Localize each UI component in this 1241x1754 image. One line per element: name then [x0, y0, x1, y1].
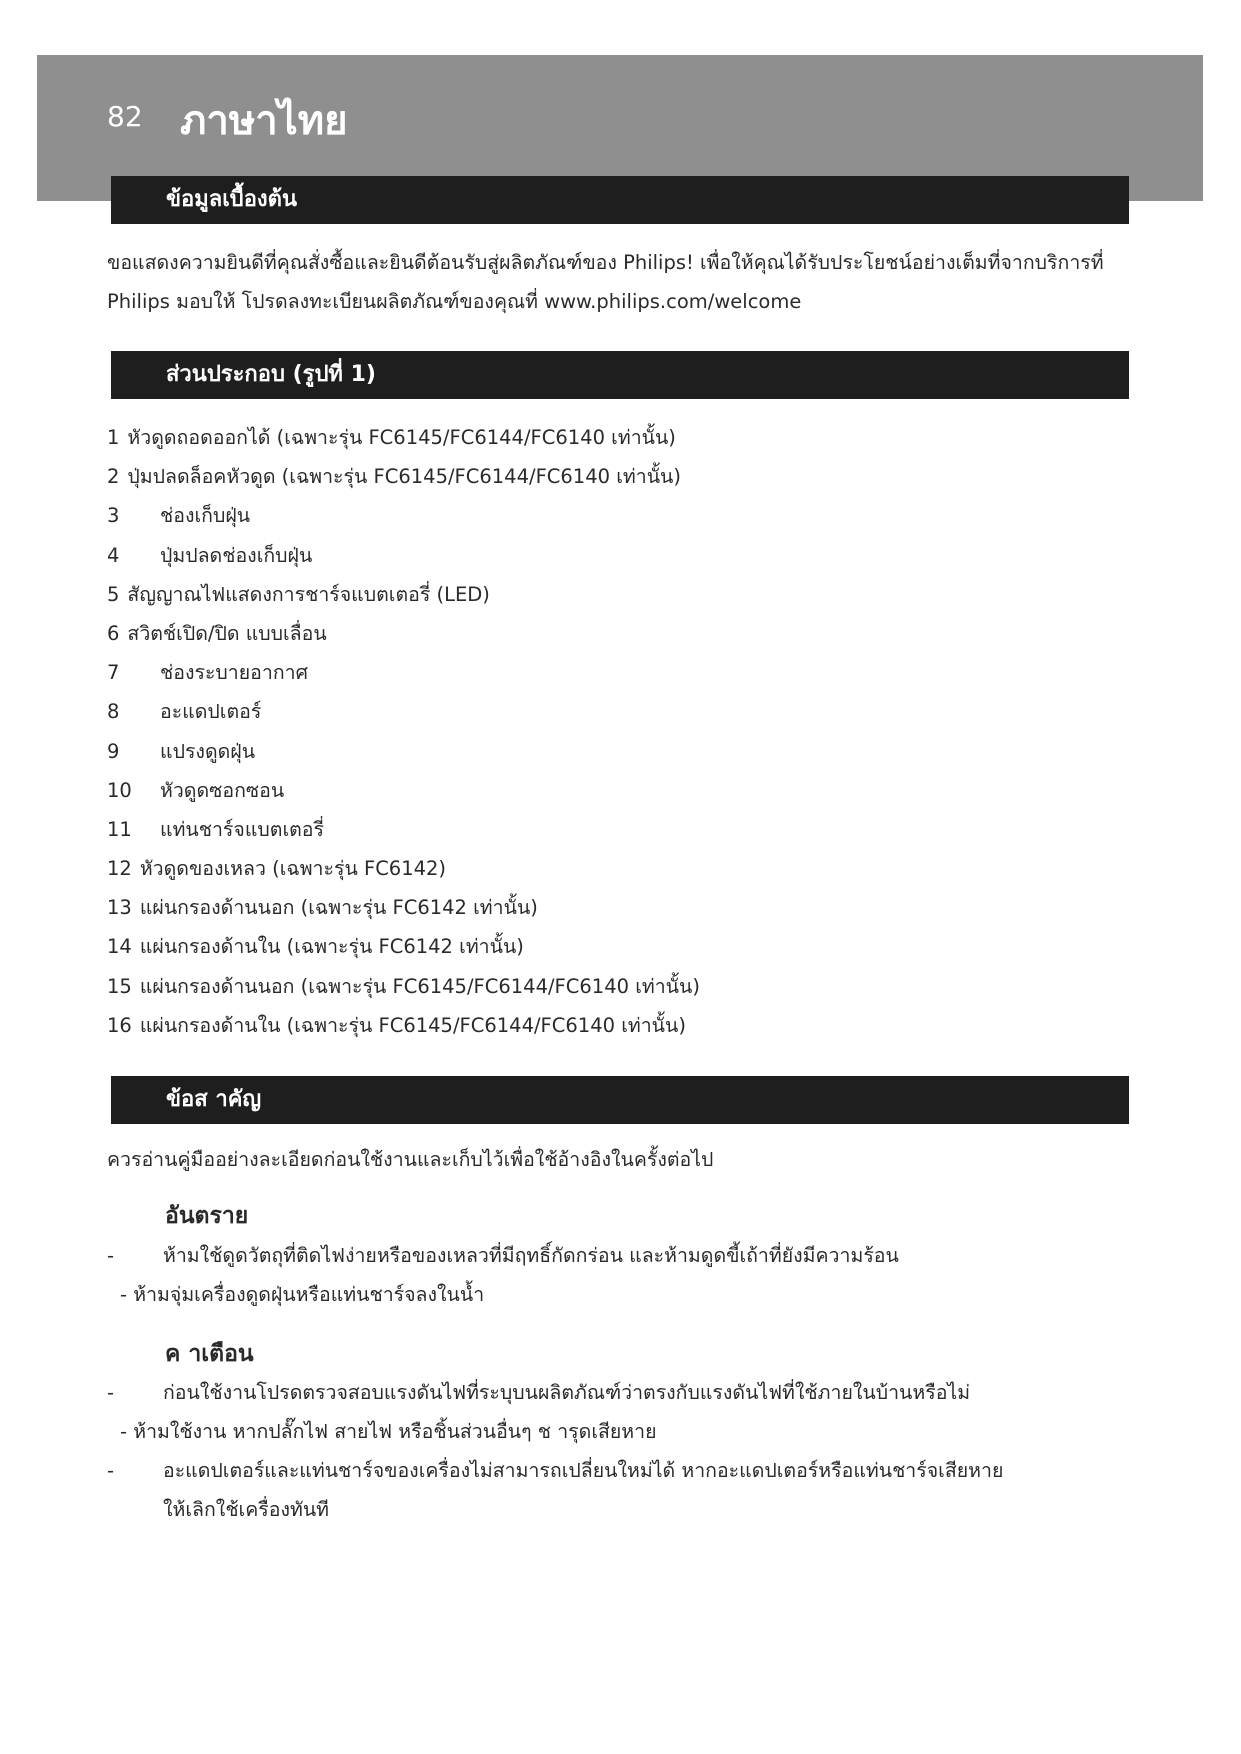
- item-text: ปุ่มปลดล็อคหัวดูด (เฉพาะรุ่น FC6145/FC6144/FC6140 เท่านั้น): [127, 465, 681, 489]
- warning-bullet-3-line-1: อะแดปเตอร์และแท่นชาร์จของเครื่องไม่สามารถเปลี่ยนใหม่ได้ หากอะแดปเตอร์หรือแท่นชาร์จเสียหาย: [163, 1459, 1004, 1482]
- section-heading-important: ข้อส าคัญ: [111, 1076, 1129, 1124]
- list-item: [107, 927, 1127, 966]
- item-number: 2: [107, 465, 120, 489]
- parts-list: [107, 418, 1127, 1045]
- item-number: 3: [107, 504, 120, 528]
- danger-heading: อันตราย: [165, 1203, 249, 1229]
- list-item: [107, 496, 1127, 535]
- item-number: 9: [107, 739, 120, 763]
- bullet-dash: -: [107, 1244, 115, 1267]
- item-text: หัวดูดของเหลว (เฉพาะรุ่น FC6142): [139, 857, 447, 881]
- list-item: [107, 967, 1127, 1006]
- item-number: 11: [107, 817, 132, 841]
- item-text: สวิตช์เปิด/ปิด แบบเลื่อน: [127, 621, 327, 645]
- item-number: 10: [107, 778, 132, 802]
- list-item: [107, 732, 1127, 771]
- danger-bullet-2: - ห้ามจุ่มเครื่องดูดฝุ่นหรือแท่นชาร์จลงในน้ำ: [120, 1283, 485, 1306]
- item-number: 1: [107, 426, 120, 449]
- list-item: [107, 418, 1127, 457]
- item-text: อะแดปเตอร์: [160, 700, 262, 724]
- list-item: [107, 457, 1127, 496]
- item-number: 6: [107, 621, 120, 645]
- important-intro: ควรอ่านคู่มืออย่างละเอียดก่อนใช้งานและเก็บไว้เพื่อใช้อ้างอิงในครั้งต่อไป: [107, 1148, 714, 1171]
- list-item: [107, 849, 1127, 888]
- list-item: [107, 888, 1127, 927]
- item-number: 12: [107, 857, 132, 881]
- page-number: 82: [107, 100, 143, 133]
- list-item: [107, 536, 1127, 575]
- warning-bullet-2: - ห้ามใช้งาน หากปลั๊กไฟ สายไฟ หรือชิ้นส่วนอื่นๆ ช ารุดเสียหาย: [120, 1420, 657, 1443]
- item-text: หัวดูดซอกซอน: [160, 778, 285, 802]
- item-text: แปรงดูดฝุ่น: [160, 739, 256, 763]
- item-text: แผ่นกรองด้านใน (เฉพาะรุ่น FC6142 เท่านั้น): [139, 935, 524, 959]
- bullet-dash: -: [107, 1381, 115, 1404]
- language-title: ภาษาไทย: [180, 98, 348, 144]
- list-item: [107, 653, 1127, 692]
- section-heading-parts: ส่วนประกอบ (รูปที่ 1): [111, 351, 1129, 399]
- item-number: 7: [107, 661, 120, 685]
- item-text: ช่องเก็บฝุ่น: [160, 504, 251, 528]
- warning-bullet-1: ก่อนใช้งานโปรดตรวจสอบแรงดันไฟที่ระบุบนผลิตภัณฑ์ว่าตรงกับแรงดันไฟที่ใช้ภายในบ้านหรือไม่: [163, 1381, 971, 1404]
- item-text: แท่นชาร์จแบตเตอรี่: [160, 817, 324, 841]
- list-item: [107, 771, 1127, 810]
- warning-bullet-3-line-2: ให้เลิกใช้เครื่องทันที: [163, 1498, 330, 1521]
- section-heading-intro: ข้อมูลเบื้องต้น: [111, 176, 1129, 224]
- item-text: หัวดูดถอดออกได้ (เฉพาะรุ่น FC6145/FC6144/FC6140 เท่านั้น): [127, 426, 676, 449]
- item-number: 8: [107, 700, 120, 724]
- item-text: ปุ่มปลดช่องเก็บฝุ่น: [160, 543, 313, 567]
- item-number: 13: [107, 896, 132, 920]
- intro-line-2: Philips มอบให้ โปรดลงทะเบียนผลิตภัณฑ์ของคุณที่ www.philips.com/welcome: [107, 290, 802, 313]
- item-number: 4: [107, 543, 120, 567]
- intro-paragraph: [107, 243, 1127, 321]
- item-number: 16: [107, 1013, 132, 1037]
- item-text: สัญญาณไฟแสดงการชาร์จแบตเตอรี่ (LED): [127, 582, 490, 606]
- warning-heading: ค าเตือน: [165, 1341, 254, 1367]
- bullet-dash: -: [107, 1459, 115, 1482]
- intro-line-1: ขอแสดงความยินดีที่คุณสั่งซื้อและยินดีต้อนรับสู่ผลิตภัณฑ์ของ Philips! เพื่อให้คุณได้รับประโยชน์อย่างเต็มที่จากบริการที่: [107, 251, 1104, 274]
- list-item: [107, 810, 1127, 849]
- list-item: [107, 692, 1127, 731]
- item-number: 15: [107, 974, 132, 998]
- item-text: แผ่นกรองด้านนอก (เฉพาะรุ่น FC6142 เท่านั้น): [139, 896, 538, 920]
- item-number: 5: [107, 582, 120, 606]
- item-text: แผ่นกรองด้านนอก (เฉพาะรุ่น FC6145/FC6144/FC6140 เท่านั้น): [139, 974, 700, 998]
- list-item: [107, 614, 1127, 653]
- item-text: ช่องระบายอากาศ: [160, 661, 308, 685]
- danger-bullet-1: ห้ามใช้ดูดวัตถุที่ติดไฟง่ายหรือของเหลวที่มีฤทธิ์กัดกร่อน และห้ามดูดขี้เถ้าที่ยังมีความร้อน: [163, 1244, 899, 1267]
- list-item: [107, 1006, 1127, 1045]
- item-text: แผ่นกรองด้านใน (เฉพาะรุ่น FC6145/FC6144/FC6140 เท่านั้น): [139, 1013, 686, 1037]
- item-number: 14: [107, 935, 132, 959]
- list-item: [107, 575, 1127, 614]
